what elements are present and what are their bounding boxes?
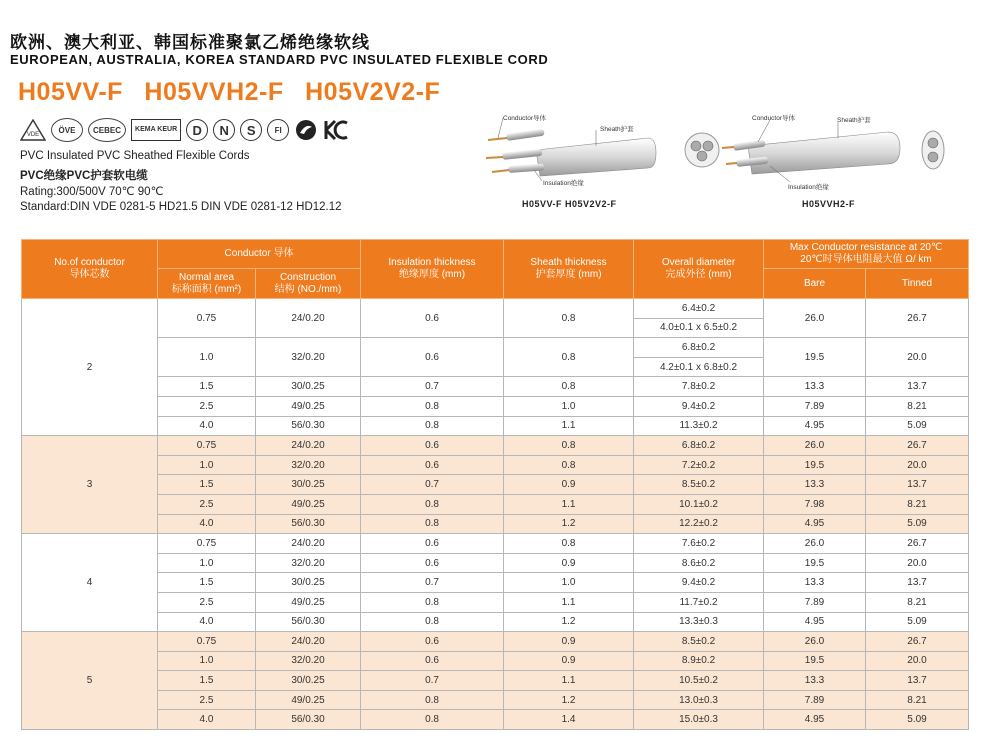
- cell-overall-diameter: 8.5±0.2: [634, 475, 764, 495]
- cell-sheath: 0.9: [504, 632, 634, 652]
- cell-bare: 26.0: [764, 436, 866, 456]
- cell-area: 1.5: [158, 377, 256, 397]
- cell-sheath: 0.8: [504, 338, 634, 377]
- cell-overall-diameter: 13.3±0.3: [634, 612, 764, 632]
- cell-area: 1.0: [158, 553, 256, 573]
- cell-area: 4.0: [158, 514, 256, 534]
- model-name: H05VVH2-F: [144, 78, 284, 106]
- cell-construction: 49/0.25: [256, 592, 361, 612]
- ove-oval-icon: ÖVE: [51, 118, 83, 142]
- model-name: H05VV-F: [18, 78, 123, 106]
- cell-sheath: 0.8: [504, 455, 634, 475]
- cell-bare: 19.5: [764, 455, 866, 475]
- cell-tinned: 5.09: [866, 514, 969, 534]
- cell-area: 2.5: [158, 592, 256, 612]
- cell-area: 2.5: [158, 494, 256, 514]
- denmark-d-icon: D: [186, 119, 208, 141]
- table-row: [22, 396, 969, 416]
- cell-sheath: 1.2: [504, 514, 634, 534]
- cell-tinned: 26.7: [866, 436, 969, 456]
- saa-dark-icon: [294, 119, 318, 141]
- cell-overall-diameter: 4.0±0.1 x 6.5±0.2: [634, 318, 764, 338]
- norway-n-icon: N: [213, 119, 235, 141]
- cell-sheath: 1.2: [504, 690, 634, 710]
- cell-bare: 7.89: [764, 592, 866, 612]
- header-conductor: Conductor 导体: [158, 240, 361, 269]
- cell-construction: 30/0.25: [256, 671, 361, 691]
- cell-tinned: 13.7: [866, 475, 969, 495]
- cell-cores: 3: [22, 436, 158, 534]
- cell-area: 1.0: [158, 338, 256, 377]
- rating-text: Rating:300/500V 70℃ 90℃: [20, 186, 164, 198]
- cell-construction: 30/0.25: [256, 573, 361, 593]
- header-construction: Construction 结构 (NO./mm): [256, 269, 361, 299]
- cell-construction: 30/0.25: [256, 475, 361, 495]
- korea-kc-icon: [323, 119, 349, 141]
- cell-tinned: 13.7: [866, 377, 969, 397]
- cell-tinned: 13.7: [866, 671, 969, 691]
- cell-area: 2.5: [158, 690, 256, 710]
- cell-insulation: 0.8: [361, 612, 504, 632]
- diagram-caption-flat: H05VVH2-F: [802, 199, 856, 209]
- cell-overall-diameter: 7.6±0.2: [634, 534, 764, 554]
- cell-construction: 24/0.20: [256, 632, 361, 652]
- cell-tinned: 20.0: [866, 651, 969, 671]
- standard-text: Standard:DIN VDE 0281-5 HD21.5 DIN VDE 0281-12 HD12.12: [20, 201, 342, 213]
- cell-insulation: 0.6: [361, 299, 504, 338]
- cell-bare: 13.3: [764, 573, 866, 593]
- finland-fi-icon: FI: [267, 119, 289, 141]
- table-row: [22, 534, 969, 554]
- cell-sheath: 1.1: [504, 592, 634, 612]
- cell-construction: 56/0.30: [256, 710, 361, 730]
- cell-cores: 4: [22, 534, 158, 632]
- cell-insulation: 0.6: [361, 553, 504, 573]
- certification-logos: [20, 118, 349, 142]
- table-row: [22, 475, 969, 495]
- cable-diagram-flat: [678, 108, 968, 193]
- cell-bare: 13.3: [764, 377, 866, 397]
- cell-bare: 7.89: [764, 690, 866, 710]
- cell-sheath: 0.8: [504, 534, 634, 554]
- cell-overall-diameter: 13.0±0.3: [634, 690, 764, 710]
- cell-area: 1.5: [158, 475, 256, 495]
- table-row: [22, 651, 969, 671]
- model-name: H05V2V2-F: [305, 78, 441, 106]
- cell-insulation: 0.6: [361, 651, 504, 671]
- cell-area: 4.0: [158, 710, 256, 730]
- cell-tinned: 26.7: [866, 299, 969, 338]
- cell-area: 1.5: [158, 573, 256, 593]
- table-row: [22, 299, 969, 319]
- cell-construction: 49/0.25: [256, 494, 361, 514]
- kema-keur-box-icon: KEMA KEUR: [131, 119, 181, 141]
- cell-bare: 4.95: [764, 416, 866, 436]
- header-tinned: Tinned: [866, 269, 969, 299]
- cell-overall-diameter: 11.7±0.2: [634, 592, 764, 612]
- cell-bare: 13.3: [764, 671, 866, 691]
- sheath-label: Sheath护套: [837, 117, 871, 124]
- cell-overall-diameter: 12.2±0.2: [634, 514, 764, 534]
- cell-bare: 19.5: [764, 553, 866, 573]
- cell-sheath: 0.8: [504, 436, 634, 456]
- table-row: [22, 494, 969, 514]
- cell-bare: 4.95: [764, 710, 866, 730]
- cell-area: 0.75: [158, 299, 256, 338]
- cell-construction: 49/0.25: [256, 690, 361, 710]
- cell-insulation: 0.6: [361, 534, 504, 554]
- cell-sheath: 1.2: [504, 612, 634, 632]
- cell-construction: 32/0.20: [256, 553, 361, 573]
- insulation-label: Insulation绝缘: [543, 180, 584, 187]
- diagram-caption-round: H05VV-F H05V2V2-F: [522, 199, 617, 209]
- cell-sheath: 1.4: [504, 710, 634, 730]
- cell-bare: 26.0: [764, 632, 866, 652]
- cell-construction: 24/0.20: [256, 436, 361, 456]
- header-num-conductor: No.of conductor 导体芯数: [22, 240, 158, 299]
- cell-sheath: 1.0: [504, 573, 634, 593]
- cell-area: 4.0: [158, 612, 256, 632]
- table-row: [22, 436, 969, 456]
- cell-overall-diameter: 9.4±0.2: [634, 573, 764, 593]
- cell-overall-diameter: 10.5±0.2: [634, 671, 764, 691]
- cell-overall-diameter: 8.9±0.2: [634, 651, 764, 671]
- cell-area: 1.0: [158, 651, 256, 671]
- model-list: [18, 78, 454, 107]
- cell-construction: 56/0.30: [256, 416, 361, 436]
- cell-insulation: 0.8: [361, 396, 504, 416]
- cell-insulation: 0.8: [361, 690, 504, 710]
- cell-overall-diameter: 9.4±0.2: [634, 396, 764, 416]
- cell-sheath: 1.0: [504, 396, 634, 416]
- cell-insulation: 0.6: [361, 436, 504, 456]
- cell-construction: 32/0.20: [256, 338, 361, 377]
- cell-bare: 4.95: [764, 514, 866, 534]
- cell-insulation: 0.8: [361, 592, 504, 612]
- cell-tinned: 8.21: [866, 494, 969, 514]
- cell-cores: 5: [22, 632, 158, 730]
- cell-insulation: 0.8: [361, 514, 504, 534]
- cell-construction: 30/0.25: [256, 377, 361, 397]
- cell-cores: 2: [22, 299, 158, 436]
- product-description-cn: PVC绝缘PVC护套软电缆: [20, 170, 148, 182]
- sweden-s-icon: S: [240, 119, 262, 141]
- cell-area: 0.75: [158, 632, 256, 652]
- cell-bare: 26.0: [764, 299, 866, 338]
- cell-tinned: 20.0: [866, 338, 969, 377]
- cell-insulation: 0.6: [361, 632, 504, 652]
- page-title-cn: 欧洲、澳大利亚、韩国标准聚氯乙烯绝缘软线: [10, 33, 370, 52]
- cell-construction: 49/0.25: [256, 396, 361, 416]
- header-sheath: Sheath thickness 护套厚度 (mm): [504, 240, 634, 299]
- cell-tinned: 20.0: [866, 553, 969, 573]
- insulation-label: Insulation绝缘: [788, 184, 829, 191]
- cell-construction: 56/0.30: [256, 514, 361, 534]
- cell-tinned: 13.7: [866, 573, 969, 593]
- cell-bare: 7.98: [764, 494, 866, 514]
- cell-sheath: 0.9: [504, 475, 634, 495]
- cell-overall-diameter: 10.1±0.2: [634, 494, 764, 514]
- cell-overall-diameter: 8.5±0.2: [634, 632, 764, 652]
- cell-bare: 19.5: [764, 651, 866, 671]
- cell-overall-diameter: 11.3±0.2: [634, 416, 764, 436]
- cell-bare: 19.5: [764, 338, 866, 377]
- cell-sheath: 0.8: [504, 377, 634, 397]
- cell-construction: 32/0.20: [256, 455, 361, 475]
- cell-insulation: 0.8: [361, 416, 504, 436]
- conductor-label: Conductor导体: [503, 115, 546, 122]
- cell-sheath: 1.1: [504, 416, 634, 436]
- cell-sheath: 0.8: [504, 299, 634, 338]
- table-row: [22, 553, 969, 573]
- cell-bare: 26.0: [764, 534, 866, 554]
- cell-tinned: 8.21: [866, 592, 969, 612]
- product-description-en: PVC Insulated PVC Sheathed Flexible Cords: [20, 150, 250, 162]
- sheath-label: Sheath护套: [600, 126, 634, 133]
- table-row: [22, 514, 969, 534]
- cell-overall-diameter: 15.0±0.3: [634, 710, 764, 730]
- table-row: [22, 573, 969, 593]
- table-row: [22, 455, 969, 475]
- page-title-en: EUROPEAN, AUSTRALIA, KOREA STANDARD PVC INSULATED FLEXIBLE CORD: [10, 52, 549, 67]
- cell-tinned: 26.7: [866, 632, 969, 652]
- vde-text: VDE: [26, 132, 40, 138]
- table-row: [22, 338, 969, 358]
- cell-overall-diameter: 8.6±0.2: [634, 553, 764, 573]
- conductor-label: Conductor导体: [752, 115, 795, 122]
- cell-construction: 32/0.20: [256, 651, 361, 671]
- cebec-oval-icon: CEBEC: [88, 118, 126, 142]
- cell-tinned: 5.09: [866, 710, 969, 730]
- cell-tinned: 20.0: [866, 455, 969, 475]
- cell-overall-diameter: 6.8±0.2: [634, 338, 764, 358]
- cell-overall-diameter: 7.2±0.2: [634, 455, 764, 475]
- cell-sheath: 0.9: [504, 553, 634, 573]
- cell-area: 1.0: [158, 455, 256, 475]
- table-row: [22, 710, 969, 730]
- table-row: [22, 612, 969, 632]
- specification-table: [21, 239, 969, 730]
- cell-tinned: 26.7: [866, 534, 969, 554]
- cell-bare: 13.3: [764, 475, 866, 495]
- table-row: [22, 377, 969, 397]
- cell-overall-diameter: 6.4±0.2: [634, 299, 764, 319]
- table-row: [22, 592, 969, 612]
- cell-area: 0.75: [158, 436, 256, 456]
- table-row: [22, 632, 969, 652]
- cell-tinned: 8.21: [866, 396, 969, 416]
- table-row: [22, 671, 969, 691]
- header-normal-area: Normal area 标称面积 (mm²): [158, 269, 256, 299]
- cell-construction: 56/0.30: [256, 612, 361, 632]
- cell-sheath: 1.1: [504, 494, 634, 514]
- cell-area: 2.5: [158, 396, 256, 416]
- cell-area: 1.5: [158, 671, 256, 691]
- cell-insulation: 0.7: [361, 671, 504, 691]
- cell-overall-diameter: 4.2±0.1 x 6.8±0.2: [634, 357, 764, 377]
- cell-tinned: 5.09: [866, 416, 969, 436]
- cell-tinned: 8.21: [866, 690, 969, 710]
- cell-construction: 24/0.20: [256, 299, 361, 338]
- header-overall-diameter: Overall diameter 完成外径 (mm): [634, 240, 764, 299]
- cell-overall-diameter: 7.8±0.2: [634, 377, 764, 397]
- cell-area: 0.75: [158, 534, 256, 554]
- header-insulation: Insulation thickness 绝缘厚度 (mm): [361, 240, 504, 299]
- table-row: [22, 416, 969, 436]
- cell-overall-diameter: 6.8±0.2: [634, 436, 764, 456]
- header-bare: Bare: [764, 269, 866, 299]
- cell-construction: 24/0.20: [256, 534, 361, 554]
- vde-triangle-icon: [20, 119, 46, 141]
- cell-insulation: 0.6: [361, 338, 504, 377]
- cell-insulation: 0.8: [361, 494, 504, 514]
- cell-area: 4.0: [158, 416, 256, 436]
- table-row: [22, 690, 969, 710]
- cell-tinned: 5.09: [866, 612, 969, 632]
- cell-insulation: 0.7: [361, 475, 504, 495]
- cell-bare: 4.95: [764, 612, 866, 632]
- cell-insulation: 0.8: [361, 710, 504, 730]
- header-resistance: Max Conductor resistance at 20℃ 20℃时导体电阻最大值 Ω/ km: [764, 240, 969, 269]
- cell-sheath: 0.9: [504, 651, 634, 671]
- cell-insulation: 0.6: [361, 455, 504, 475]
- cell-insulation: 0.7: [361, 573, 504, 593]
- cell-insulation: 0.7: [361, 377, 504, 397]
- cell-sheath: 1.1: [504, 671, 634, 691]
- cell-bare: 7.89: [764, 396, 866, 416]
